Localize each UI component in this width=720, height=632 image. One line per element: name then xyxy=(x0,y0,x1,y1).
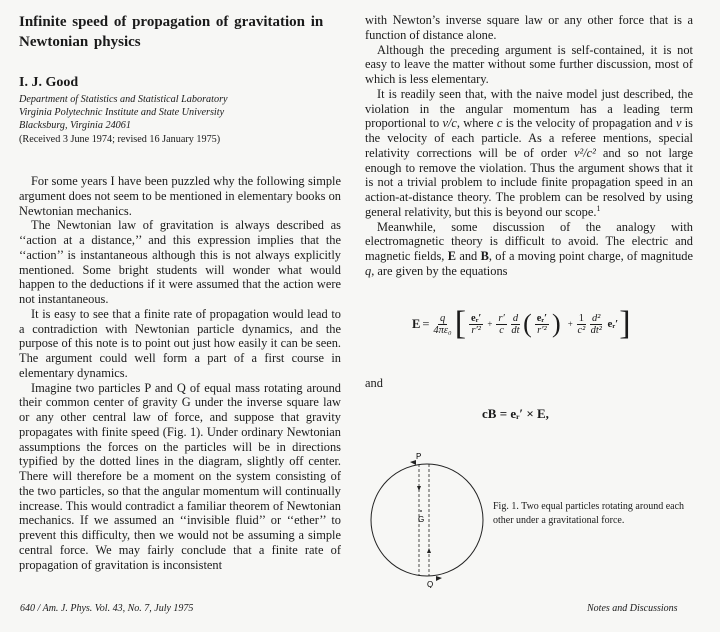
math-vc: v/c xyxy=(442,116,457,131)
frac-den: 4πε₀ xyxy=(433,324,452,336)
eq-lhs: E xyxy=(412,316,421,331)
text-run: Meanwhile, some discussion of the analogy with electromagnetic theory is difficult to avoid. The electric and magnetic fields, xyxy=(365,219,693,263)
text-run: , are given by the equations xyxy=(371,263,508,278)
affiliation-line: Blacksburg, Virginia 24061 xyxy=(19,120,131,132)
paragraph: The Newtonian law of gravitation is always described as ‘‘action at a distance,’’ and this expression implies that the ‘‘action’’ is instantaneous although this is not always explicitly mentioned. Some bright students will wonder what would happen to the deductions if it were assumed that the action were not instantaneous. xyxy=(19,218,341,306)
figure-orbit-diagram xyxy=(362,448,492,588)
math-v2c2: v²/c² xyxy=(574,145,596,160)
text-run: and so not large enough to remove the violation. Thus the argument shows that it is not a trivial problem to include finite propagation speed in an action-at-distance theory. The problem can be resolved by using general relativity, but this is beyond our scope. xyxy=(365,145,694,219)
eq-equals: = xyxy=(422,316,430,331)
text-run: , of a moving point charge, of magnitude xyxy=(488,249,694,263)
frac-den: dt xyxy=(511,324,520,336)
orbit-circle xyxy=(371,464,483,576)
and-label: and xyxy=(365,376,383,390)
arrow-p-down xyxy=(417,486,421,491)
arrow-q-up xyxy=(427,548,431,553)
eq-term2 xyxy=(496,313,506,336)
frac-num: eᵣ′ xyxy=(471,312,482,324)
math-E: E xyxy=(447,249,456,263)
eq-term3 xyxy=(577,313,586,336)
math-c: c xyxy=(496,116,503,131)
text-run: and xyxy=(456,249,481,263)
received-date: (Received 3 June 1974; revised 16 January 1975) xyxy=(19,133,221,145)
label-q: Q xyxy=(427,580,434,588)
frac-den: c xyxy=(499,324,504,336)
author-name: I. J. Good xyxy=(19,75,79,90)
paragraph: It is easy to see that a finite rate of propagation would lead to a contradiction with Newtonian particle dynamics, and the purpose of this note is to point out just how easily it can be seen. The argument could well form a part of a first course in elementary dynamics. xyxy=(19,306,341,380)
text-run: It is readily seen that, with the naive model just described, the violation in the angular momentum has a leading term proportional to xyxy=(365,86,693,131)
text-run: is the velocity of each particle. As a referee mentions, special relativity corrections will be of order xyxy=(365,116,693,160)
label-g: G xyxy=(418,515,425,524)
affiliation-line: Virginia Polytechnic Institute and State University xyxy=(19,107,225,119)
center-of-gravity-dot xyxy=(420,510,422,512)
frac-num: d xyxy=(512,312,519,324)
paragraph: with Newton’s inverse square law or any other force that is a function of distance alone. xyxy=(365,13,693,42)
paragraph: For some years I have been puzzled why the following simple argument does not seem to be mentioned in elementary books on Newtonian mechanics. xyxy=(19,174,341,218)
eq-plus: + xyxy=(567,319,573,329)
frac-den: r′² xyxy=(537,324,547,336)
paragraph: Although the preceding argument is self-contained, it is not easy to leave the matter without some further discussion, most of which is less elementary. xyxy=(365,42,693,86)
frac-num: 1 xyxy=(578,312,585,324)
article-title: Infinite speed of propagation of gravitation in Newtonian physics xyxy=(19,14,324,50)
arrow-orbit-q xyxy=(436,576,442,581)
frac-num: d² xyxy=(592,312,601,324)
eq-term1 xyxy=(469,313,483,336)
eq-unit-vector: eᵣ′ xyxy=(607,318,619,330)
right-paren: ) xyxy=(552,309,561,338)
frac-num: r′ xyxy=(498,312,505,324)
paragraph: Imagine two particles P and Q of equal mass rotating around their common center of gravity G under the inverse square law or any other central law of force, and suppose that gravity propagates with finite speed (Fig. 1). Under ordinary Newtonian assumptions the forces on the particles will be in directions typified by the dotted lines in the diagram, slightly off center. There will therefore be a moment on the system consisting of the two particles, so that the angular momentum will continually increase. This would contradict a familiar theorem of Newtonian mechanics. If we assumed an ‘‘invisible fluid’’ or ‘‘ether’’ to prevent this difficulty, then we would not be assuming a simple central force. We may fairly conclude that a finite rate of propagation of gravitation is inconsistent xyxy=(19,380,341,572)
left-paren: ( xyxy=(523,309,532,338)
footer-section: Notes and Discussions xyxy=(587,603,678,614)
paragraph xyxy=(365,87,693,220)
frac-num: eᵣ′ xyxy=(536,312,548,324)
left-bracket: [ xyxy=(454,305,467,342)
eq-term2b xyxy=(535,313,549,336)
affiliation-line: Department of Statistics and Statistical Laboratory xyxy=(19,94,228,105)
label-p: P xyxy=(416,452,422,461)
math-v: v xyxy=(675,116,682,131)
eq-prefactor xyxy=(433,313,451,336)
text-run: , where xyxy=(456,116,497,131)
text-run: is the velocity of propagation and xyxy=(502,116,676,131)
left-column-body xyxy=(19,174,341,572)
frac-den: dt² xyxy=(590,324,602,336)
right-bracket: ] xyxy=(619,305,631,342)
magnetic-field-equation: cB = eᵣ′ × E, xyxy=(482,406,549,421)
frac-num: q xyxy=(439,312,446,324)
paragraph xyxy=(365,220,693,279)
footnote-ref[interactable]: 1 xyxy=(596,203,601,213)
eq-second-derivative xyxy=(590,313,602,336)
frac-den: r′² xyxy=(471,324,481,336)
eq-plus: + xyxy=(487,319,493,329)
math-q: q xyxy=(365,263,372,278)
figure-caption: Fig. 1. Two equal particles rotating around each other under a gravitational force. xyxy=(493,501,685,526)
eq-derivative xyxy=(511,313,520,336)
electric-field-equation xyxy=(412,302,632,346)
footer-citation: 640 / Am. J. Phys. Vol. 43, No. 7, July 1975 xyxy=(20,603,194,614)
author-affiliation xyxy=(19,93,349,146)
math-B: B xyxy=(480,249,489,263)
right-column-body xyxy=(365,13,693,279)
frac-den: c² xyxy=(577,324,586,336)
